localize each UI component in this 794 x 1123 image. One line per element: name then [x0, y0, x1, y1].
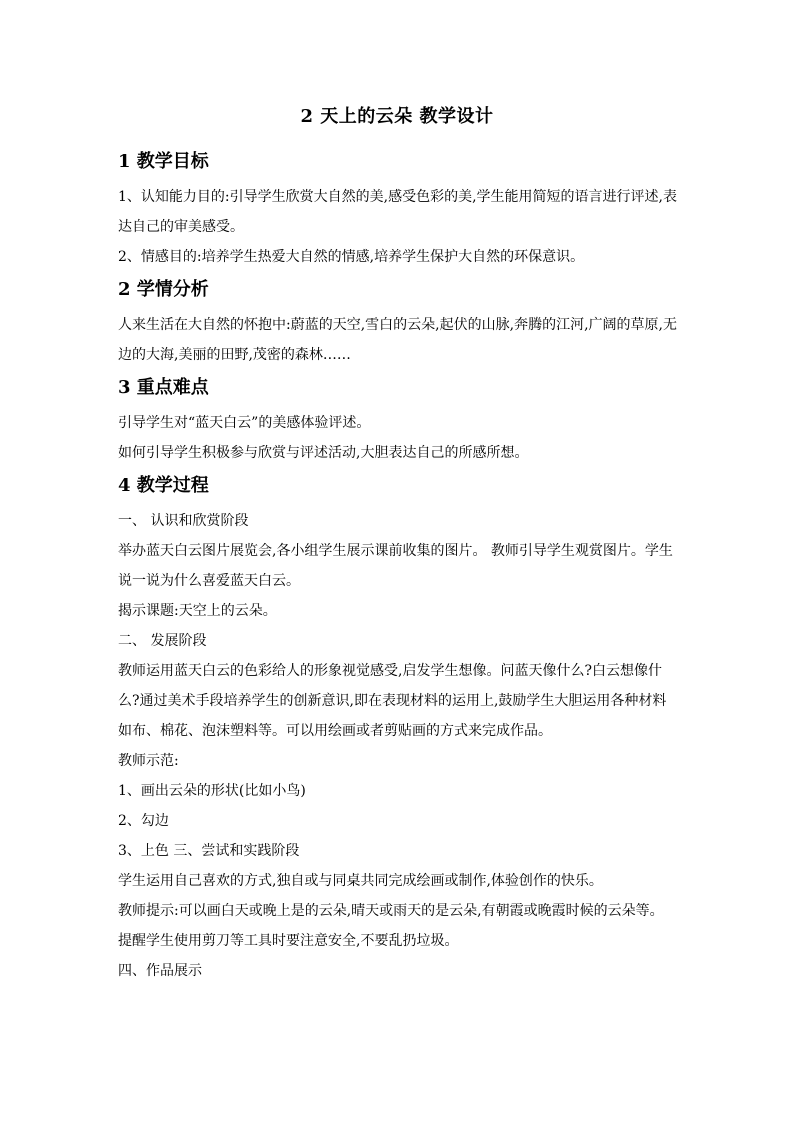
section-heading: 3 重点难点: [118, 377, 209, 398]
paragraph: 教师示范:: [118, 753, 179, 769]
paragraph: 揭示课题:天空上的云朵。: [118, 603, 277, 619]
document-body: [118, 144, 680, 986]
paragraph: 教师运用蓝天白云的色彩给人的形象视觉感受,启发学生想像。问蓝天像什么?白云想像什么?通过美术手段培养学生的创新意识,即在表现材料的运用上,鼓励学生大胆运用各种材料如布、棉花、泡沫塑料等。可以用绘画或者剪贴画的方式来完成作品。: [118, 663, 667, 739]
paragraph: 学生运用自己喜欢的方式,独自或与同桌共同完成绘画或制作,体验创作的快乐。: [118, 873, 603, 889]
section-analysis: [118, 272, 680, 370]
paragraph: 3、上色 三、尝试和实践阶段: [118, 843, 300, 859]
paragraph: 2、勾边: [118, 813, 169, 829]
section-heading: 4 教学过程: [118, 475, 209, 496]
section-key-points: [118, 370, 680, 468]
document-title: 2 天上的云朵 教学设计: [300, 106, 494, 127]
paragraph: 1、画出云朵的形状(比如小鸟): [118, 783, 306, 799]
section-heading: 1 教学目标: [118, 151, 209, 172]
paragraph: 四、作品展示: [118, 963, 202, 979]
paragraph: 一、 认识和欣赏阶段: [118, 513, 249, 529]
section-process: [118, 468, 680, 986]
paragraph: 1、认知能力目的:引导学生欣赏大自然的美,感受色彩的美,学生能用简短的语言进行评述,表达自己的审美感受。: [118, 189, 677, 235]
paragraph: 引导学生对“蓝天白云”的美感体验评述。: [118, 415, 371, 431]
paragraph: 举办蓝天白云图片展览会,各小组学生展示课前收集的图片。 教师引导学生观赏图片。学生说一说为什么喜爱蓝天白云。: [118, 543, 673, 589]
paragraph: 如何引导学生积极参与欣赏与评述活动,大胆表达自己的所感所想。: [118, 445, 529, 461]
paragraph: 二、 发展阶段: [118, 633, 207, 649]
paragraph: 2、情感目的:培养学生热爱大自然的情感,培养学生保护大自然的环保意识。: [118, 249, 585, 265]
paragraph: 提醒学生使用剪刀等工具时要注意安全,不要乱扔垃圾。: [118, 933, 459, 949]
section-heading: 2 学情分析: [118, 279, 209, 300]
section-objectives: [118, 144, 680, 272]
paragraph: 人来生活在大自然的怀抱中:蔚蓝的天空,雪白的云朵,起伏的山脉,奔腾的江河,广阔的草原,无边的大海,美丽的田野,茂密的森林……: [118, 317, 677, 363]
paragraph: 教师提示:可以画白天或晚上是的云朵,晴天或雨天的是云朵,有朝霞或晚霞时候的云朵等。: [118, 903, 664, 919]
